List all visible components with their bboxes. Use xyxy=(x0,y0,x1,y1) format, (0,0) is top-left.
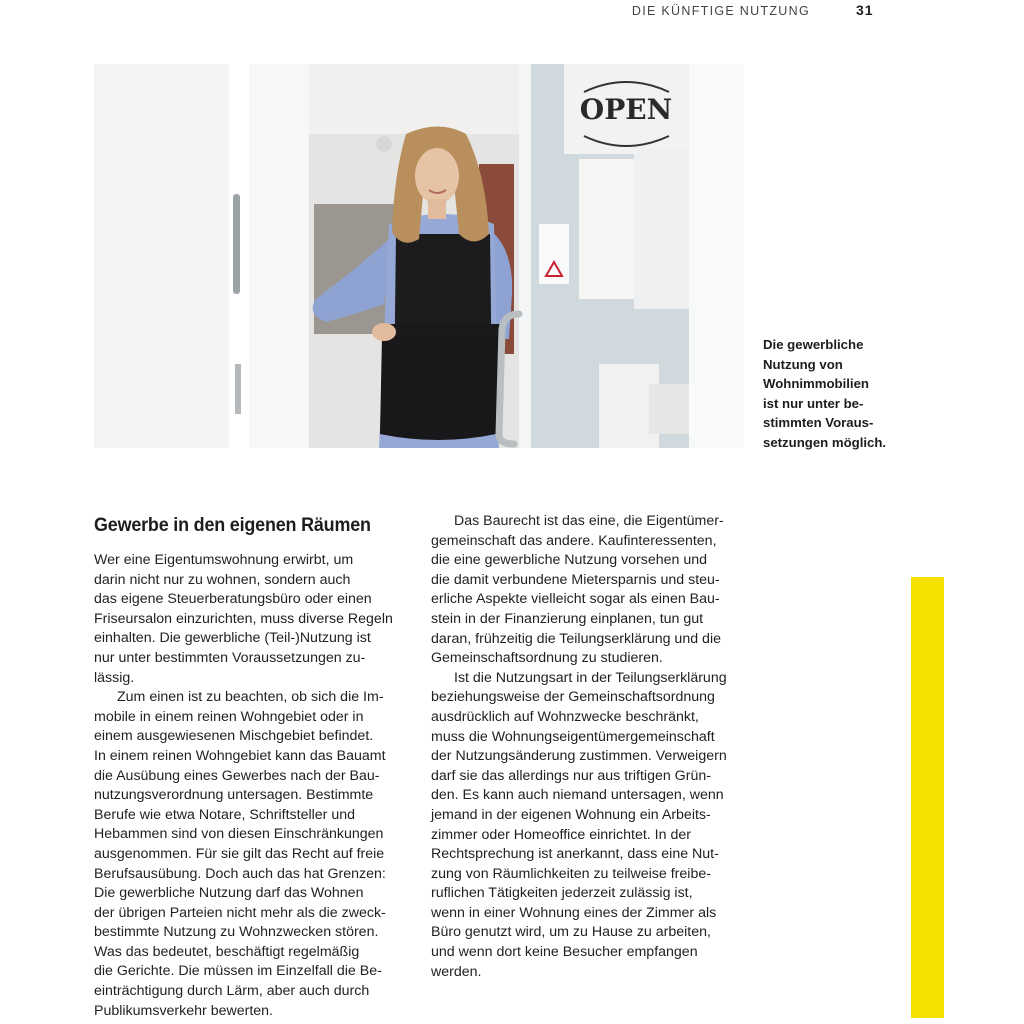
left-column xyxy=(94,551,414,1021)
body-line: wenn in einer Wohnung eines der Zimmer als xyxy=(431,904,717,921)
body-line: die damit verbundene Mietersparnis und steu- xyxy=(431,571,720,588)
body-line: Das Baurecht ist das eine, die Eigentümer- xyxy=(454,513,724,529)
body-line: einhalten. Die gewerbliche (Teil-)Nutzung ist xyxy=(94,630,371,647)
body-line: Rechtsprechung ist anerkannt, dass eine Nut- xyxy=(431,846,719,863)
body-line: darf sie das allerdings nur aus triftigen Grün- xyxy=(431,767,711,784)
body-line: einträchtigung durch Lärm, aber auch durch xyxy=(94,983,370,1000)
body-line: In einem reinen Wohngebiet kann das Bauamt xyxy=(94,747,386,764)
body-line: Friseursalon einzurichten, muss diverse Regeln xyxy=(94,610,393,627)
body-line: die eine gewerbliche Nutzung vorsehen und xyxy=(431,552,708,569)
figure-caption xyxy=(763,335,893,453)
body-line: die Ausübung eines Gewerbes nach der Bau- xyxy=(94,767,380,784)
body-line: nutzungsverordnung untersagen. Bestimmte xyxy=(94,787,374,804)
photo xyxy=(94,64,744,448)
body-line: erliche Aspekte vielleicht sogar als einen Bau- xyxy=(431,591,720,608)
body-line: das eigene Steuerberatungsbüro oder einen xyxy=(94,591,372,608)
body-line: der Nutzungsänderung zustimmen. Verweigern xyxy=(431,748,727,765)
body-line: Berufsausübung. Doch auch das hat Grenzen: xyxy=(94,865,386,882)
running-head: DIE KÜNFTIGE NUTZUNG xyxy=(631,4,810,18)
body-line: muss die Wohnungseigentümergemeinschaft xyxy=(431,728,715,745)
body-line: Was das bedeutet, beschäftigt regelmäßig xyxy=(94,943,360,960)
caption-line: ist nur unter be- xyxy=(763,395,864,411)
body-line: der übrigen Parteien nicht mehr als die zweck- xyxy=(94,904,386,921)
caption-line: Wohnimmobilien xyxy=(763,376,869,392)
body-line: ausdrücklich auf Wohnzwecke beschränkt, xyxy=(431,708,699,725)
caption-line: Die gewerbliche xyxy=(763,337,864,352)
body-line: die Gerichte. Die müssen im Einzelfall die Be- xyxy=(94,963,382,980)
body-line: Gemeinschaftsordnung zu studieren. xyxy=(431,650,663,667)
body-line: bestimmte Nutzung zu Wohnzwecken stören. xyxy=(94,924,379,941)
body-line: werden. xyxy=(431,963,482,980)
body-line: beziehungsweise der Gemeinschaftsordnung xyxy=(431,689,715,706)
body-line: ausgenommen. Für sie gilt das Recht auf freie xyxy=(94,845,385,862)
body-line: mobile in einem reinen Wohngebiet oder in xyxy=(94,708,364,725)
caption-line: stimmten Voraus- xyxy=(763,415,874,431)
body-line: darin nicht nur zu wohnen, sondern auch xyxy=(94,571,351,588)
body-line: Wer eine Eigentumswohnung erwirbt, um xyxy=(94,552,354,568)
body-line: den. Es kann auch niemand untersagen, wenn xyxy=(431,787,724,804)
caption-line: setzungen möglich. xyxy=(763,434,887,450)
article-headline: Gewerbe in den eigenen Räumen xyxy=(94,514,371,536)
body-line: Publikumsverkehr bewerten. xyxy=(94,1002,273,1019)
body-line: lässig. xyxy=(94,669,135,686)
body-line: ruflichen Tätigkeiten jederzeit zulässig ist, xyxy=(431,885,693,902)
body-line: daran, frühzeitig die Teilungserklärung und die xyxy=(431,630,721,647)
body-line: Zum einen ist zu beachten, ob sich die Im- xyxy=(117,689,384,706)
body-line: gemeinschaft das andere. Kaufinteressenten, xyxy=(431,532,717,549)
body-line: zimmer oder Homeoffice einrichtet. In der xyxy=(431,826,691,843)
shop-door-photo xyxy=(94,64,744,448)
body-line: zung von Räumlichkeiten zu teilweise freibe- xyxy=(431,865,711,882)
page-number: 31 xyxy=(856,2,874,18)
body-line: einem ausgewiesenen Mischgebiet befindet. xyxy=(94,728,374,745)
body-line: Ist die Nutzungsart in der Teilungserklärung xyxy=(454,669,727,686)
body-line: nur unter bestimmten Voraussetzungen zu- xyxy=(94,649,366,666)
accent-bar xyxy=(911,577,944,1018)
open-sign-text: OPEN xyxy=(579,93,673,126)
body-line: Berufe wie etwa Notare, Schriftsteller und xyxy=(94,806,356,823)
body-line: Hebammen sind von diesen Einschränkungen xyxy=(94,826,384,843)
caption-line: Nutzung von xyxy=(763,356,843,372)
body-line: jemand in der eigenen Wohnung ein Arbeits- xyxy=(431,806,711,823)
body-line: und wenn dort keine Besucher empfangen xyxy=(431,944,698,961)
body-line: Büro genutzt wird, um zu Hause zu arbeiten, xyxy=(431,924,711,941)
right-column xyxy=(431,512,751,982)
body-line: Die gewerbliche Nutzung darf das Wohnen xyxy=(94,885,364,902)
body-line: stein in der Finanzierung einplanen, tun gut xyxy=(431,610,704,627)
